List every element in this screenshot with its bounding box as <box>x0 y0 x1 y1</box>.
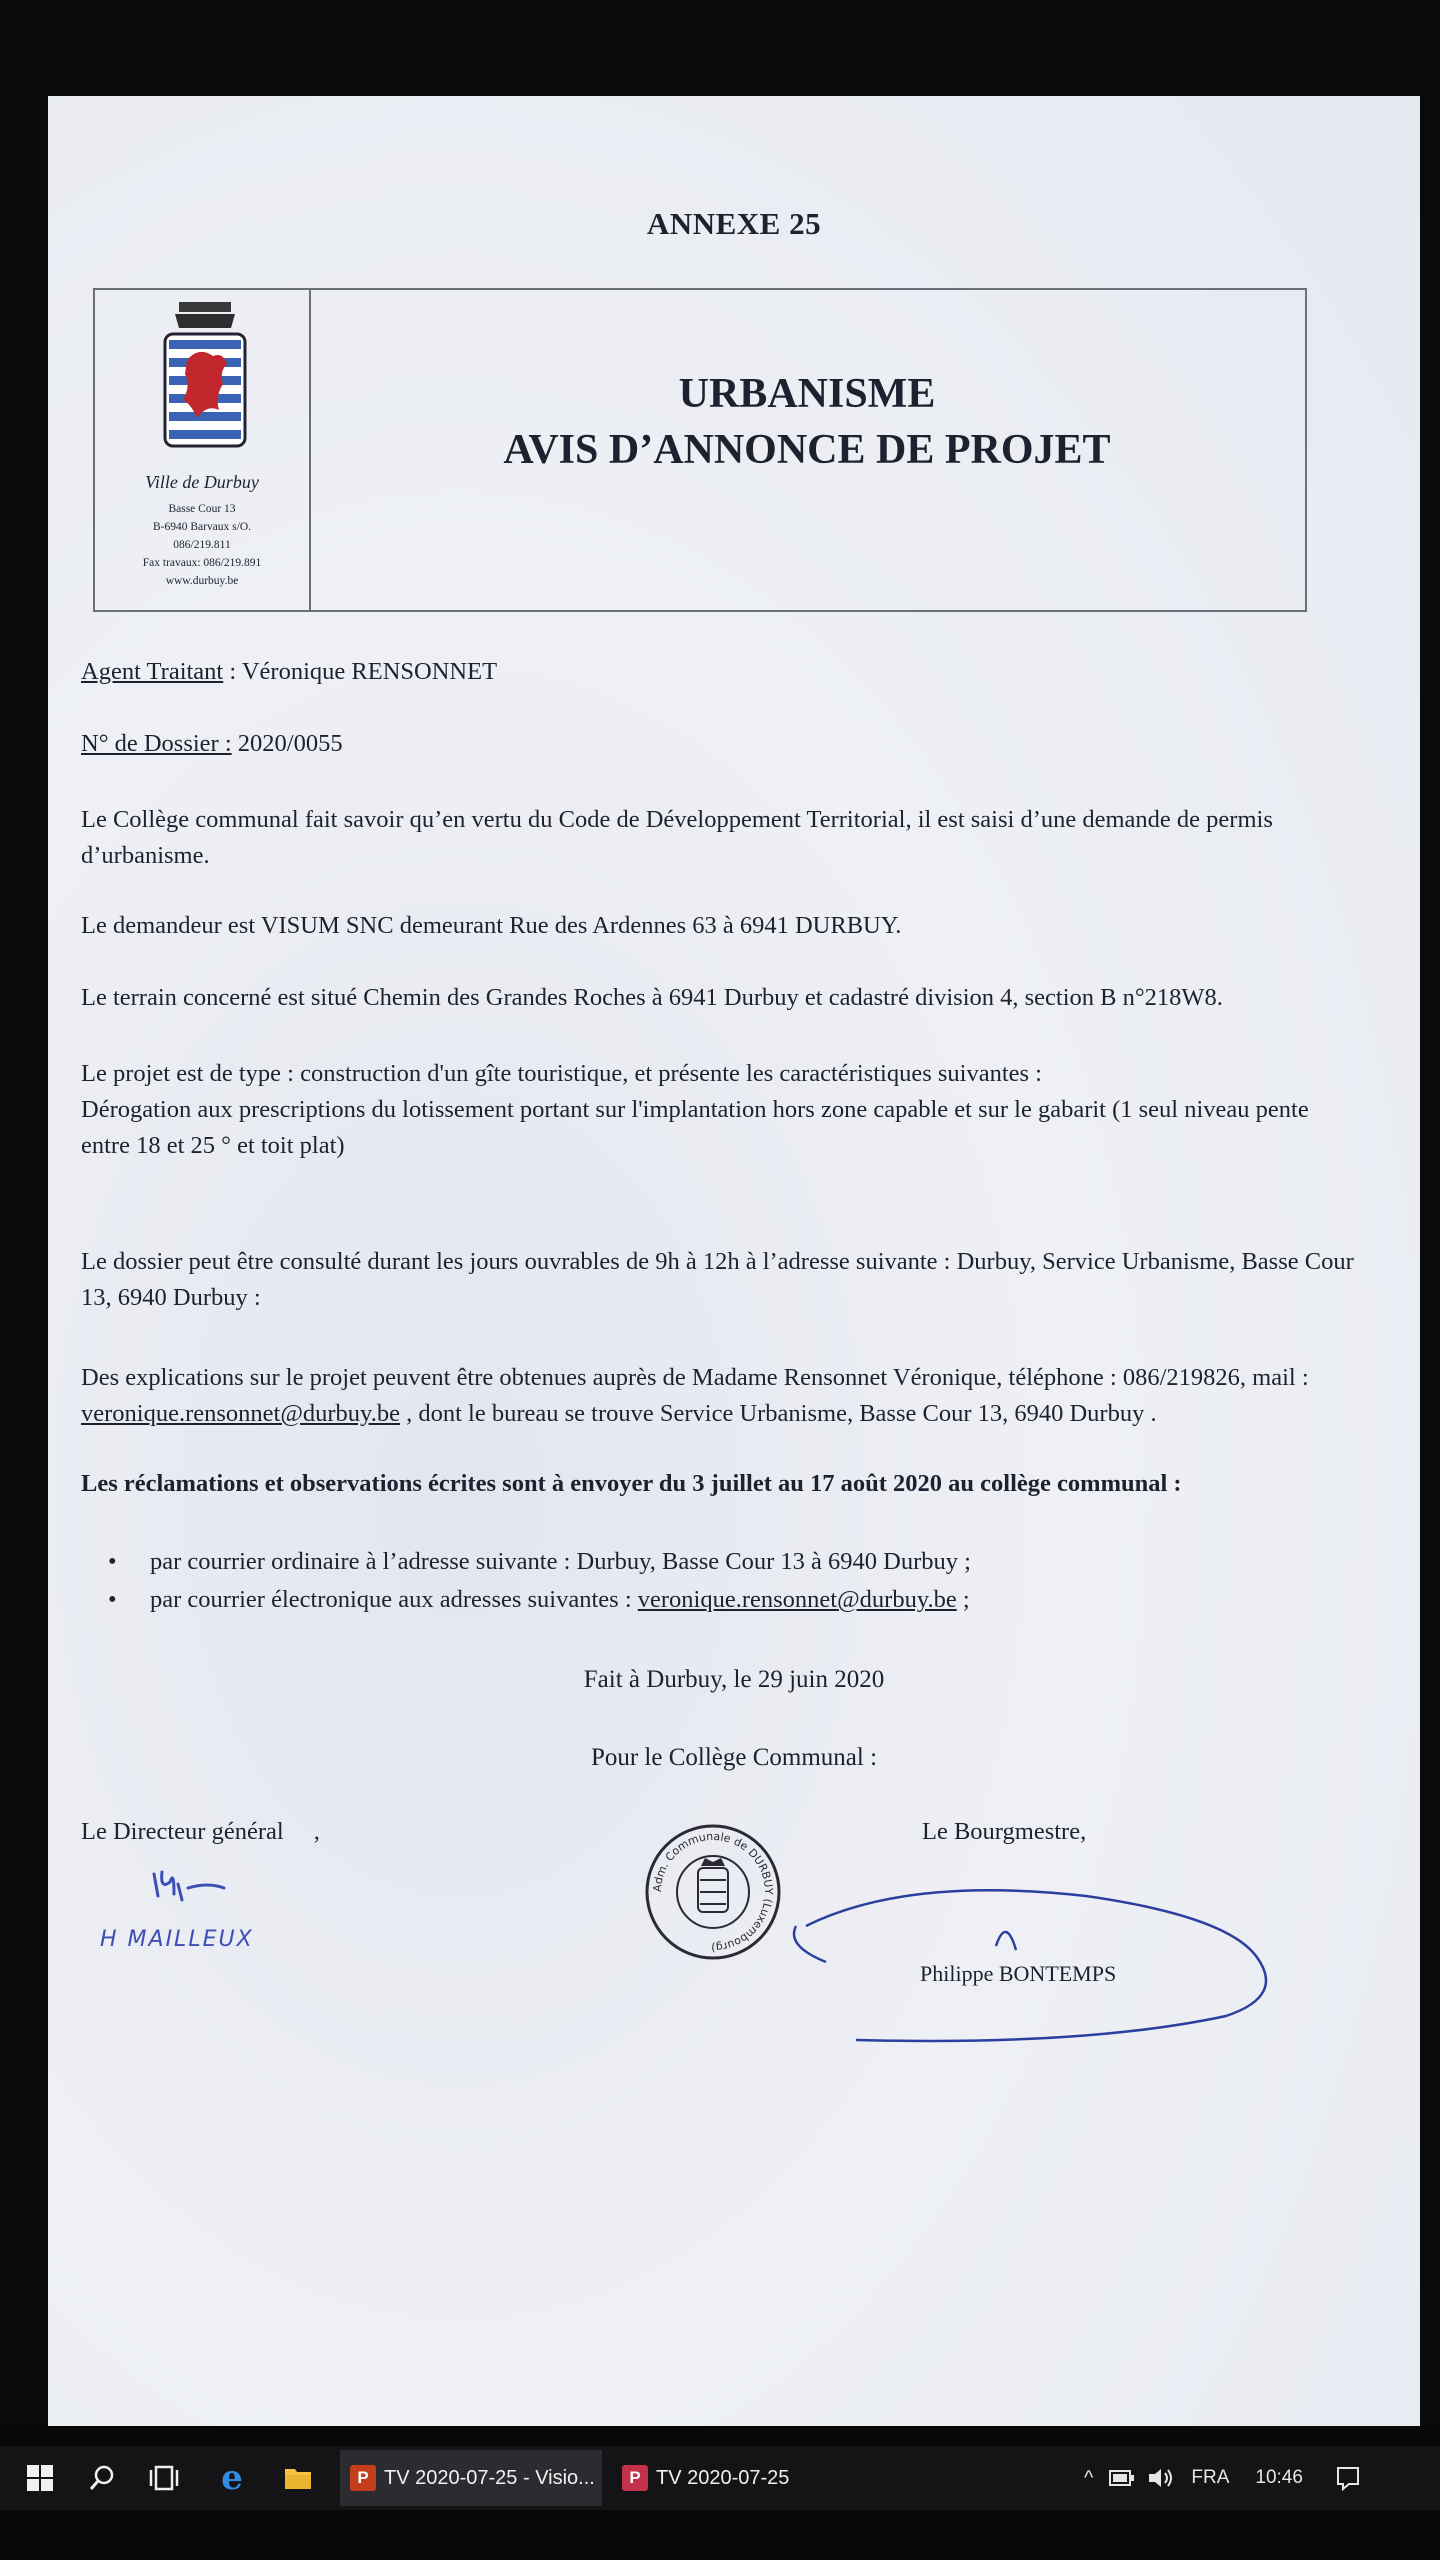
consult-paragraph: Le dossier peut être consulté durant les jours ouvrables de 9h à 12h à l’adresse suivante : Durbuy, Service Urbanisme, Basse Cour 13, 6940 Durbuy : <box>81 1248 1354 1311</box>
list-item: • par courrier ordinaire à l’adresse suivante : Durbuy, Basse Cour 13 à 6940 Durbuy ; <box>108 1543 1328 1581</box>
page-title: URBANISME <box>678 371 936 417</box>
agent-line <box>81 654 1361 690</box>
search-icon <box>87 2463 117 2493</box>
bourgmestre-label: Le Bourgmestre, <box>922 1818 1087 1845</box>
bourgmestre-name: Philippe BONTEMPS <box>920 1961 1117 1986</box>
monitor-bezel <box>0 0 1440 96</box>
projet-paragraph <box>81 1056 1361 1164</box>
header-box <box>93 288 1307 612</box>
task-view-button[interactable] <box>142 2456 186 2500</box>
address-line: B-6940 Barvaux s/O. <box>152 521 252 533</box>
demandeur-paragraph: Le demandeur est VISUM SNC demeurant Rue des Ardennes 63 à 6941 DURBUY. <box>81 912 902 939</box>
battery-icon[interactable] <box>1109 2468 1135 2488</box>
directeur-comma: , <box>313 1818 320 1845</box>
terrain-paragraph: Le terrain concerné est situé Chemin des Grandes Roches à 6941 Durbuy et cadastré division 4, section B n°218W8. <box>81 984 1223 1011</box>
explications-text: Des explications sur le projet peuvent être obtenues auprès de Madame Rensonnet Véronique, téléphone : 086/219826, mail : <box>81 1364 1309 1391</box>
edge-browser-button[interactable] <box>210 2456 254 2500</box>
annex-label: ANNEXE 25 <box>646 206 822 241</box>
language-indicator[interactable]: FRA <box>1191 2467 1230 2488</box>
seal-text: Adm. Communale de DURBUY (Luxembourg) <box>650 1829 776 1955</box>
taskbar-app-label: TV 2020-07-25 - Visio... <box>384 2466 595 2489</box>
file-explorer-button[interactable] <box>276 2456 320 2500</box>
submission-list <box>108 1543 1328 1619</box>
windows-taskbar <box>0 2426 1440 2560</box>
taskbar-app-pdf[interactable] <box>612 2450 888 2506</box>
taskbar-bar <box>0 2446 1440 2510</box>
search-button[interactable] <box>80 2456 124 2500</box>
start-button[interactable] <box>18 2456 62 2500</box>
agent-value: : Véronique RENSONNET <box>223 658 498 685</box>
reclamations-paragraph: Les réclamations et observations écrites sont à envoyer du 3 juillet au 17 août 2020 au collège communal : <box>81 1470 1182 1497</box>
windows-logo-icon <box>26 2464 54 2492</box>
directeur-title: Le Directeur général <box>81 1818 284 1845</box>
address-line: www.durbuy.be <box>165 575 239 587</box>
directeur-signature-icon <box>74 1856 334 1976</box>
clock[interactable]: 10:46 <box>1255 2467 1303 2488</box>
durbuy-crest-icon <box>157 300 253 462</box>
page-subtitle: AVIS D’ANNONCE DE PROJET <box>503 427 1111 473</box>
logo-cell <box>95 290 311 610</box>
notifications-icon[interactable] <box>1335 2465 1361 2491</box>
dossier-line <box>81 726 1361 762</box>
college-paragraph: Le Collège communal fait savoir qu’en vertu du Code de Développement Territorial, il est saisi d’une demande de permis d’urbanisme. <box>81 806 1273 869</box>
list-item-end: ; <box>956 1586 970 1613</box>
document-viewer <box>48 96 1420 2426</box>
directeur-label <box>81 1814 320 1850</box>
commune-seal-icon <box>643 1822 783 1962</box>
address-line: 086/219.811 <box>173 539 231 551</box>
directeur-name: H MAILLEUX <box>100 1927 254 1952</box>
address-line: Basse Cour 13 <box>168 503 236 515</box>
list-item <box>108 1581 1328 1619</box>
email-link[interactable]: veronique.rensonnet@durbuy.be <box>637 1586 957 1613</box>
projet-type: Le projet est de type : construction d'un gîte touristique, et présente les caractéristiques suivantes : <box>81 1060 1042 1087</box>
system-tray <box>1084 2446 1361 2510</box>
taskbar-app-label: TV 2020-07-25 <box>656 2466 790 2489</box>
explications-text-end: , dont le bureau se trouve Service Urbanisme, Basse Cour 13, 6940 Durbuy . <box>399 1400 1157 1427</box>
speaker-icon[interactable] <box>1147 2466 1175 2490</box>
email-link[interactable]: veronique.rensonnet@durbuy.be <box>81 1400 400 1427</box>
edge-icon: e <box>221 2458 243 2498</box>
agent-label: Agent Traitant <box>81 658 224 685</box>
projet-derogation: Dérogation aux prescriptions du lotissement portant sur l'implantation hors zone capable et sur le gabarit (1 seul niveau pente entre 18 et 25 ° et toit plat) <box>81 1096 1309 1159</box>
show-hidden-icons-icon[interactable]: ^ <box>1084 2466 1094 2489</box>
fait-line: Fait à Durbuy, le 29 juin 2020 <box>583 1666 885 1693</box>
task-view-icon <box>148 2464 180 2492</box>
taskbar-app-visio[interactable] <box>340 2450 602 2506</box>
pour-line: Pour le Collège Communal : <box>590 1744 878 1771</box>
document-app-icon: P <box>622 2465 648 2491</box>
dossier-label: N° de Dossier : <box>81 730 232 757</box>
address-line: Fax travaux: 086/219.891 <box>142 557 262 569</box>
list-item-text: par courrier électronique aux adresses suivantes : <box>150 1586 638 1613</box>
powerpoint-icon: P <box>350 2465 376 2491</box>
folder-icon <box>283 2465 313 2491</box>
logo-address <box>95 500 309 590</box>
dossier-value: 2020/0055 <box>231 730 343 757</box>
document-page <box>48 96 1420 2426</box>
title-cell <box>309 290 1305 610</box>
explications-paragraph <box>81 1360 1361 1432</box>
ville-name: Ville de Durbuy <box>145 472 259 492</box>
